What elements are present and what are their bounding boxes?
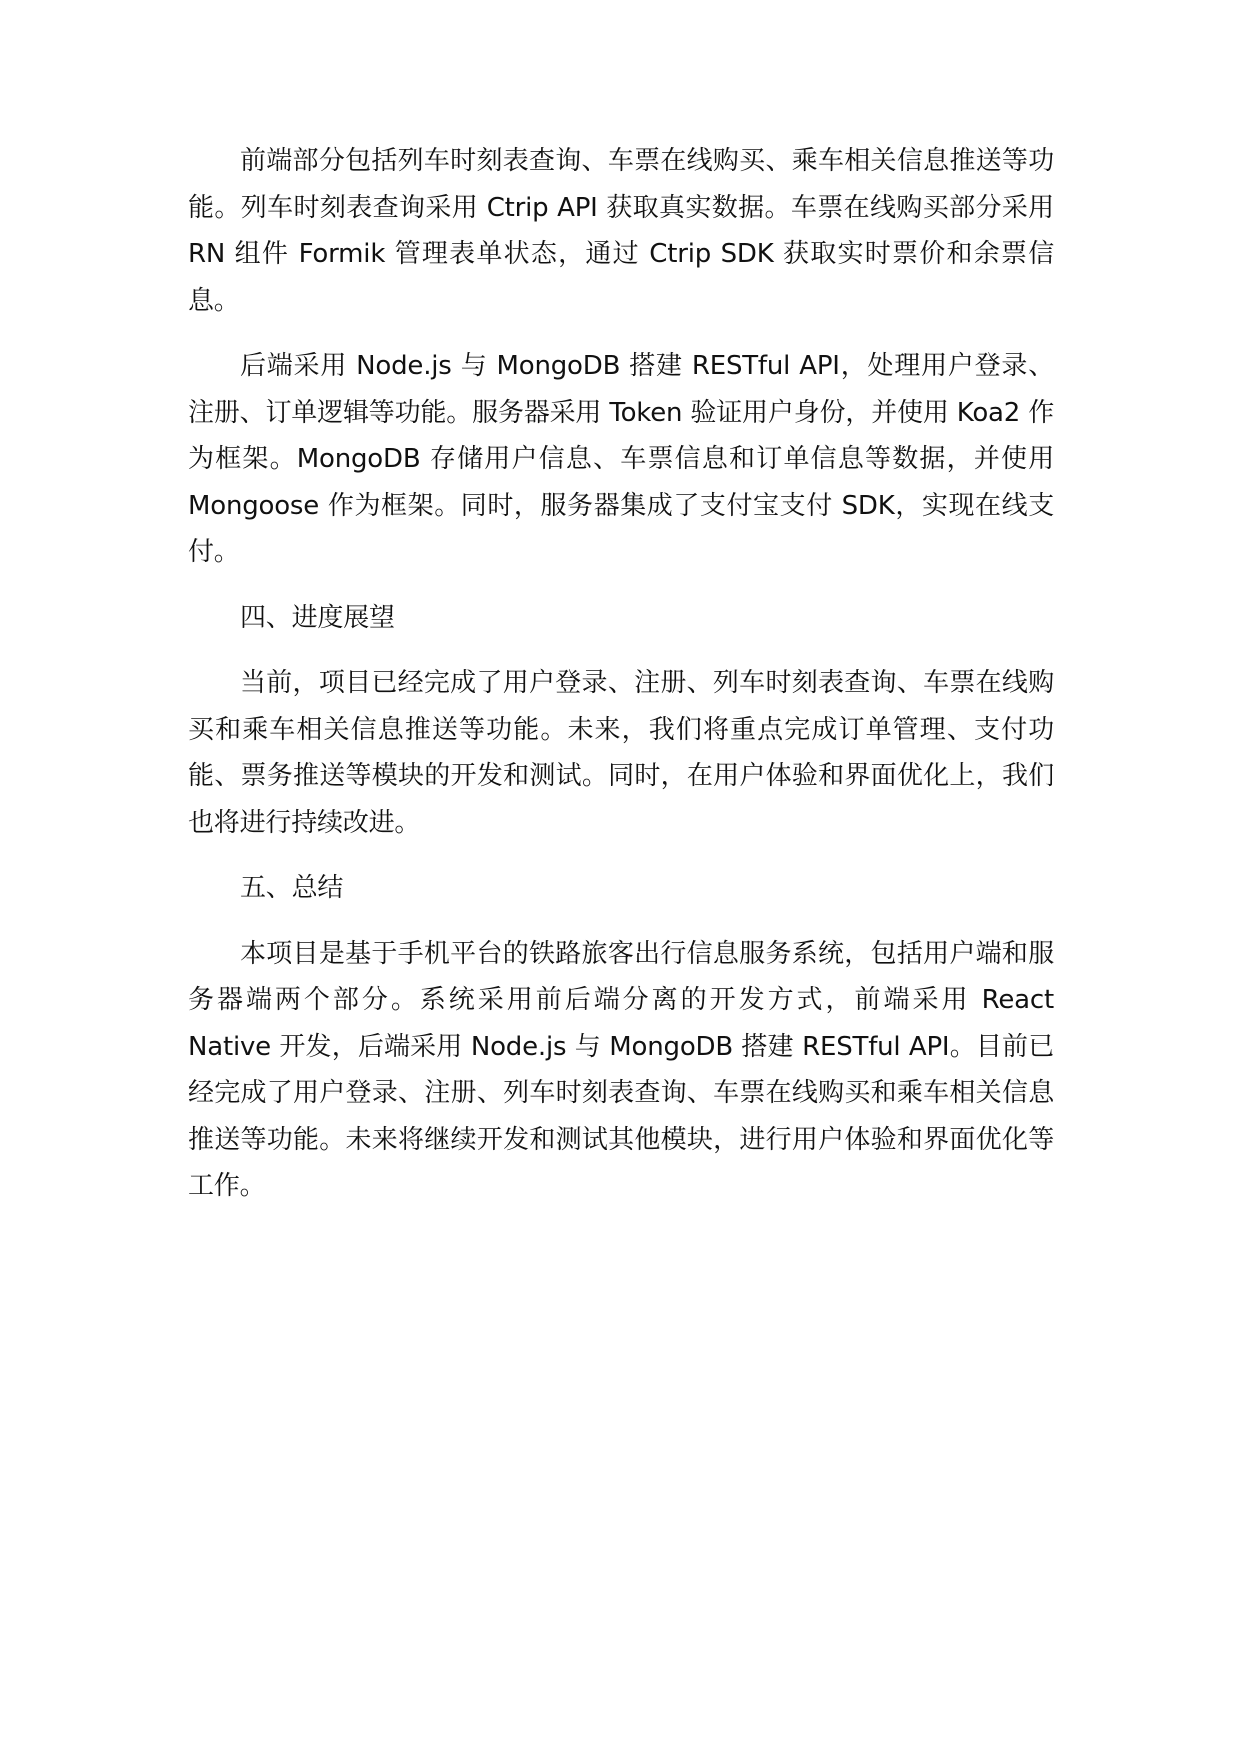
paragraph-frontend: 前端部分包括列车时刻表查询、车票在线购买、乘车相关信息推送等功能。列车时刻表查询采用 Ctrip API 获取真实数据。车票在线购买部分采用 RN 组件 Formik 管理表单状态，通过 Ctrip SDK 获取实时票价和余票信息。 xyxy=(188,146,1054,316)
document-page xyxy=(188,138,1054,1229)
paragraph-summary: 本项目是基于手机平台的铁路旅客出行信息服务系统，包括用户端和服务器端两个部分。系统采用前后端分离的开发方式，前端采用 React Native 开发，后端采用 Node.js 与 MongoDB 搭建 RESTful API。目前已经完成了用户登录、注册、列车时刻表查询、车票在线购买和乘车相关信息推送等功能。未来将继续开发和测试其他模块，进行用户体验和界面优化等工作。 xyxy=(188,938,1054,1201)
paragraph-progress: 当前，项目已经完成了用户登录、注册、列车时刻表查询、车票在线购买和乘车相关信息推送等功能。未来，我们将重点完成订单管理、支付功能、票务推送等模块的开发和测试。同时，在用户体验和界面优化上，我们也将进行持续改进。 xyxy=(188,668,1054,838)
paragraph-backend: 后端采用 Node.js 与 MongoDB 搭建 RESTful API，处理用户登录、注册、订单逻辑等功能。服务器采用 Token 验证用户身份，并使用 Koa2 作为框架。MongoDB 存储用户信息、车票信息和订单信息等数据，并使用 Mongoose 作为框架。同时，服务器集成了支付宝支付 SDK，实现在线支付。 xyxy=(188,351,1054,567)
section-heading-progress: 四、进度展望 xyxy=(240,602,395,633)
section-heading-summary: 五、总结 xyxy=(240,873,344,903)
